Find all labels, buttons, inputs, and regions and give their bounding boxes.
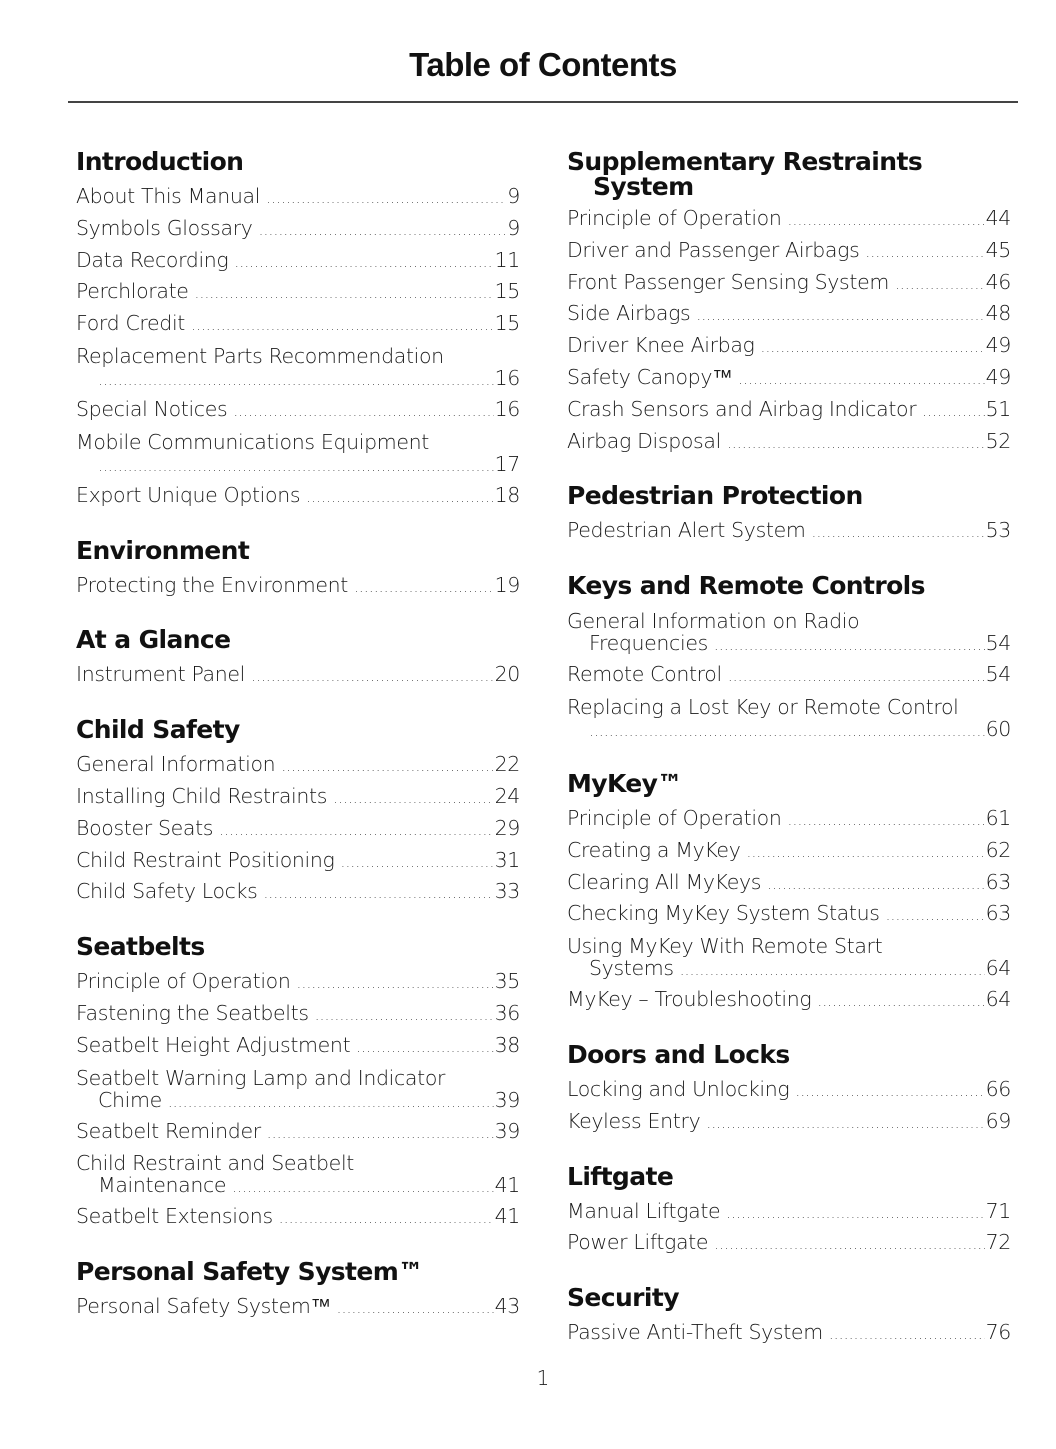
toc-entry[interactable] <box>567 985 1011 1017</box>
entry-page-number: 16 <box>494 365 520 390</box>
entry-label: Clearing All MyKeys <box>567 869 762 894</box>
section-title: Personal Safety System™ <box>76 1257 423 1287</box>
entry-page-number: 11 <box>494 247 520 272</box>
entry-label: Symbols Glossary <box>76 215 253 240</box>
leader-dots <box>306 483 493 513</box>
leader-dots <box>706 1109 984 1139</box>
leader-dots <box>356 1033 493 1063</box>
leader-dots <box>263 879 493 909</box>
entry-label: Remote Control <box>567 662 722 687</box>
toc-entry[interactable] <box>76 1117 520 1149</box>
entry-page-number: 31 <box>494 847 520 872</box>
entry-label: Child Safety Locks <box>76 879 258 904</box>
leader-dots <box>696 301 984 331</box>
entry-page-number: 54 <box>985 631 1011 656</box>
section-doors-and-locks <box>567 1039 1011 1139</box>
toc-entry[interactable] <box>76 246 520 278</box>
entry-label: Pedestrian Alert System <box>567 518 806 543</box>
entry-label: Replacement Parts Recommendation <box>76 343 444 368</box>
entry-page-number: 45 <box>985 237 1011 262</box>
toc-entry[interactable] <box>567 299 1011 331</box>
toc-entry[interactable] <box>567 868 1011 900</box>
toc-entry[interactable] <box>567 606 1011 660</box>
entry-label: General Information on Radio <box>567 609 860 634</box>
page-title: Table of Contents <box>409 46 677 83</box>
section-liftgate <box>567 1161 1011 1261</box>
entry-page-number: 22 <box>494 752 520 777</box>
entry-page-number: 43 <box>494 1294 520 1319</box>
entry-label: Seatbelt Extensions <box>76 1204 273 1229</box>
leader-dots <box>738 365 984 395</box>
toc-entry[interactable] <box>76 309 520 341</box>
entry-page-number: 16 <box>494 396 520 421</box>
entry-label: Creating a MyKey <box>567 837 741 862</box>
leader-dots <box>267 1119 494 1149</box>
toc-entry[interactable] <box>76 967 520 999</box>
entry-page-number: 20 <box>494 662 520 687</box>
leader-dots <box>191 311 494 341</box>
entry-page-number: 33 <box>494 879 520 904</box>
entry-label-continued: Chime <box>98 1087 162 1112</box>
leader-dots <box>168 1091 494 1113</box>
entry-page-number: 52 <box>985 428 1011 453</box>
leader-dots <box>281 752 493 782</box>
entry-label: Seatbelt Warning Lamp and Indicator <box>76 1065 446 1090</box>
entry-page-number: 15 <box>494 279 520 304</box>
leader-dots <box>922 397 984 427</box>
section-title: MyKey™ <box>567 768 682 798</box>
leader-dots <box>726 1199 984 1229</box>
entry-label: Fastening the Seatbelts <box>76 1000 309 1025</box>
toc-entry[interactable] <box>567 1318 1011 1350</box>
toc-entry[interactable] <box>76 481 520 513</box>
toc-entry[interactable] <box>567 1075 1011 1107</box>
entry-page-number: 41 <box>494 1204 520 1229</box>
entry-page-number: 35 <box>494 969 520 994</box>
entry-label: Data Recording <box>76 247 229 272</box>
entry-label: Airbag Disposal <box>567 428 721 453</box>
leader-dots <box>812 518 985 548</box>
section-title: Pedestrian Protection <box>567 481 863 511</box>
toc-entry[interactable] <box>76 571 520 603</box>
entry-label: Crash Sensors and Airbag Indicator <box>567 396 917 421</box>
toc-entry[interactable] <box>567 660 1011 692</box>
entry-page-number: 48 <box>985 301 1011 326</box>
toc-entry[interactable] <box>76 750 520 782</box>
section-title: Seatbelts <box>76 932 205 962</box>
leader-dots <box>297 969 494 999</box>
entry-page-number: 36 <box>494 1000 520 1025</box>
section-title-line1: Supplementary Restraints <box>567 147 923 176</box>
section-seatbelts <box>76 931 520 1234</box>
toc-entry[interactable] <box>76 660 520 692</box>
entry-label: Seatbelt Height Adjustment <box>76 1032 351 1057</box>
entry-page-number: 29 <box>494 815 520 840</box>
leader-dots <box>195 279 494 309</box>
toc-entry[interactable] <box>567 395 1011 427</box>
entry-page-number: 9 <box>507 215 520 240</box>
leader-dots <box>233 397 493 427</box>
toc-entry[interactable] <box>567 331 1011 363</box>
leader-dots <box>232 1176 493 1198</box>
toc-entry[interactable] <box>76 182 520 214</box>
leader-dots <box>746 838 984 868</box>
leader-dots <box>714 634 985 656</box>
toc-entry[interactable] <box>567 363 1011 395</box>
section-child-safety <box>76 714 520 909</box>
toc-entry[interactable] <box>76 341 520 395</box>
entry-page-number: 44 <box>985 206 1011 230</box>
entry-page-number: 39 <box>494 1118 520 1143</box>
entry-page-number: 39 <box>494 1087 520 1112</box>
leader-dots <box>98 369 494 391</box>
toc-entry[interactable] <box>76 782 520 814</box>
leader-dots <box>895 270 985 300</box>
entry-label: Passive Anti-Theft System <box>567 1320 823 1345</box>
entry-page-number: 64 <box>985 987 1011 1012</box>
section-personal-safety-system <box>76 1256 520 1324</box>
entry-label: Seatbelt Reminder <box>76 1118 261 1143</box>
entry-label: Protecting the Environment <box>76 572 348 597</box>
entry-page-number: 72 <box>985 1230 1011 1255</box>
toc-entry[interactable] <box>567 1107 1011 1139</box>
leader-dots <box>788 806 985 836</box>
toc-entry[interactable] <box>567 236 1011 268</box>
leader-dots <box>259 216 507 246</box>
entry-page-number: 69 <box>985 1108 1011 1133</box>
entry-label: Special Notices <box>76 396 228 421</box>
toc-entry[interactable] <box>567 899 1011 931</box>
section-title: Keys and Remote Controls <box>567 571 925 601</box>
section-introduction <box>76 146 520 513</box>
entry-page-number: 24 <box>494 783 520 808</box>
toc-entry[interactable] <box>76 1031 520 1063</box>
leader-dots <box>727 429 985 459</box>
section-title-line2: System <box>593 172 694 201</box>
entry-page-number: 53 <box>985 518 1011 543</box>
leader-dots <box>829 1320 985 1350</box>
leader-dots <box>315 1001 494 1031</box>
toc-right-column <box>567 146 1011 1372</box>
toc-entry[interactable] <box>567 268 1011 300</box>
toc-entry[interactable] <box>76 1202 520 1234</box>
leader-dots <box>795 1077 984 1107</box>
leader-dots <box>817 987 984 1017</box>
leader-dots <box>234 248 493 278</box>
section-mykey <box>567 768 1011 1017</box>
entry-page-number: 19 <box>494 572 520 597</box>
entry-label: Personal Safety System™ <box>76 1294 331 1319</box>
leader-dots <box>251 662 494 692</box>
toc-entry[interactable] <box>76 395 520 427</box>
leader-dots <box>714 1230 984 1260</box>
entry-page-number: 17 <box>494 451 520 476</box>
entry-page-number: 71 <box>985 1198 1011 1223</box>
toc-entry[interactable] <box>76 814 520 846</box>
entry-page-number: 66 <box>985 1076 1011 1101</box>
entry-page-number: 63 <box>985 901 1011 926</box>
toc-entry[interactable] <box>76 846 520 878</box>
section-keys-and-remote-controls <box>567 570 1011 746</box>
toc-entry[interactable] <box>567 1228 1011 1260</box>
entry-label-continued: Maintenance <box>98 1173 227 1198</box>
entry-page-number: 62 <box>985 837 1011 862</box>
entry-page-number: 41 <box>494 1173 520 1198</box>
entry-label: Locking and Unlocking <box>567 1076 790 1101</box>
leader-dots <box>354 573 494 603</box>
leader-dots <box>761 333 985 363</box>
section-title: Doors and Locks <box>567 1039 790 1069</box>
entry-label: General Information <box>76 752 276 777</box>
entry-label: Checking MyKey System Status <box>567 901 880 926</box>
entry-label: Instrument Panel <box>76 662 246 687</box>
section-title: Child Safety <box>76 715 240 745</box>
toc-entry[interactable] <box>76 1292 520 1324</box>
leader-dots <box>728 662 985 692</box>
entry-label: Side Airbags <box>567 301 691 326</box>
entry-page-number: 38 <box>494 1032 520 1057</box>
entry-label: Driver Knee Airbag <box>567 333 755 358</box>
entry-page-number: 64 <box>985 956 1011 981</box>
leader-dots <box>337 1294 494 1324</box>
toc-entry[interactable] <box>76 1148 520 1202</box>
section-title <box>567 146 1011 201</box>
entry-label: Safety Canopy™ <box>567 364 733 389</box>
entry-label: Booster Seats <box>76 815 214 840</box>
entry-page-number: 54 <box>985 662 1011 687</box>
entry-page-number: 51 <box>985 396 1011 421</box>
entry-page-number: 63 <box>985 869 1011 894</box>
entry-page-number: 60 <box>985 716 1011 741</box>
toc-entry[interactable] <box>567 931 1011 985</box>
entry-label: Manual Liftgate <box>567 1198 721 1223</box>
entry-label: About This Manual <box>76 184 261 208</box>
toc-entry[interactable] <box>567 427 1011 459</box>
section-at-a-glance <box>76 624 520 692</box>
section-title: Liftgate <box>567 1161 674 1191</box>
entry-label: Power Liftgate <box>567 1230 709 1255</box>
entry-label: Using MyKey With Remote Start <box>567 934 883 959</box>
entry-label: Child Restraint and Seatbelt <box>76 1151 354 1176</box>
toc-entry[interactable] <box>567 204 1011 236</box>
toc-entry[interactable] <box>76 277 520 309</box>
toc-entry[interactable] <box>567 1197 1011 1229</box>
toc-entry[interactable] <box>76 214 520 246</box>
entry-label: Installing Child Restraints <box>76 783 328 808</box>
leader-dots <box>767 870 985 900</box>
section-environment <box>76 535 520 603</box>
toc-entry[interactable] <box>76 1063 520 1117</box>
toc-left-column <box>76 146 520 1346</box>
entry-page-number: 49 <box>985 364 1011 389</box>
leader-dots <box>886 901 985 931</box>
leader-dots <box>680 959 985 981</box>
entry-page-number: 18 <box>494 482 520 507</box>
toc-entry[interactable] <box>567 836 1011 868</box>
entry-page-number: 15 <box>494 311 520 336</box>
leader-dots <box>340 848 493 878</box>
entry-page-number: 49 <box>985 333 1011 358</box>
page-number: 1 <box>536 1366 550 1390</box>
entry-label: MyKey – Troubleshooting <box>567 987 812 1012</box>
entry-label: Child Restraint Positioning <box>76 847 335 872</box>
entry-label: Keyless Entry <box>567 1108 701 1133</box>
section-title: At a Glance <box>76 625 231 655</box>
toc-entry[interactable] <box>567 804 1011 836</box>
entry-label: Ford Credit <box>76 311 186 336</box>
toc-entry[interactable] <box>76 427 520 481</box>
toc-entry[interactable] <box>76 999 520 1031</box>
entry-label: Principle of Operation <box>76 969 291 994</box>
entry-label: Perchlorate <box>76 279 189 304</box>
entry-page-number: 9 <box>507 184 520 208</box>
entry-label: Driver and Passenger Airbags <box>567 237 860 262</box>
leader-dots <box>333 784 494 814</box>
entry-page-number: 46 <box>985 269 1011 294</box>
leader-dots <box>589 720 985 742</box>
leader-dots <box>788 206 985 236</box>
title-divider <box>68 101 1018 103</box>
entry-label-continued: Frequencies <box>589 631 708 656</box>
leader-dots <box>219 816 493 846</box>
leader-dots <box>865 238 984 268</box>
leader-dots <box>98 455 494 477</box>
entry-label: Export Unique Options <box>76 482 301 507</box>
section-security <box>567 1282 1011 1350</box>
leader-dots <box>266 184 506 214</box>
leader-dots <box>279 1204 494 1234</box>
entry-page-number: 76 <box>985 1320 1011 1345</box>
toc-entry[interactable] <box>567 516 1011 548</box>
entry-label: Mobile Communications Equipment <box>76 429 429 454</box>
toc-entry[interactable] <box>567 692 1011 746</box>
entry-label: Principle of Operation <box>567 206 782 230</box>
section-title: Environment <box>76 535 250 565</box>
entry-label: Principle of Operation <box>567 805 782 830</box>
entry-label: Replacing a Lost Key or Remote Control <box>567 694 959 719</box>
section-supplementary-restraints-system <box>567 146 1011 458</box>
toc-entry[interactable] <box>76 877 520 909</box>
entry-label-continued: Systems <box>589 956 674 981</box>
section-title: Introduction <box>76 147 244 176</box>
entry-label: Front Passenger Sensing System <box>567 269 889 294</box>
section-title: Security <box>567 1283 679 1313</box>
section-pedestrian-protection <box>567 480 1011 548</box>
entry-page-number: 61 <box>985 805 1011 830</box>
